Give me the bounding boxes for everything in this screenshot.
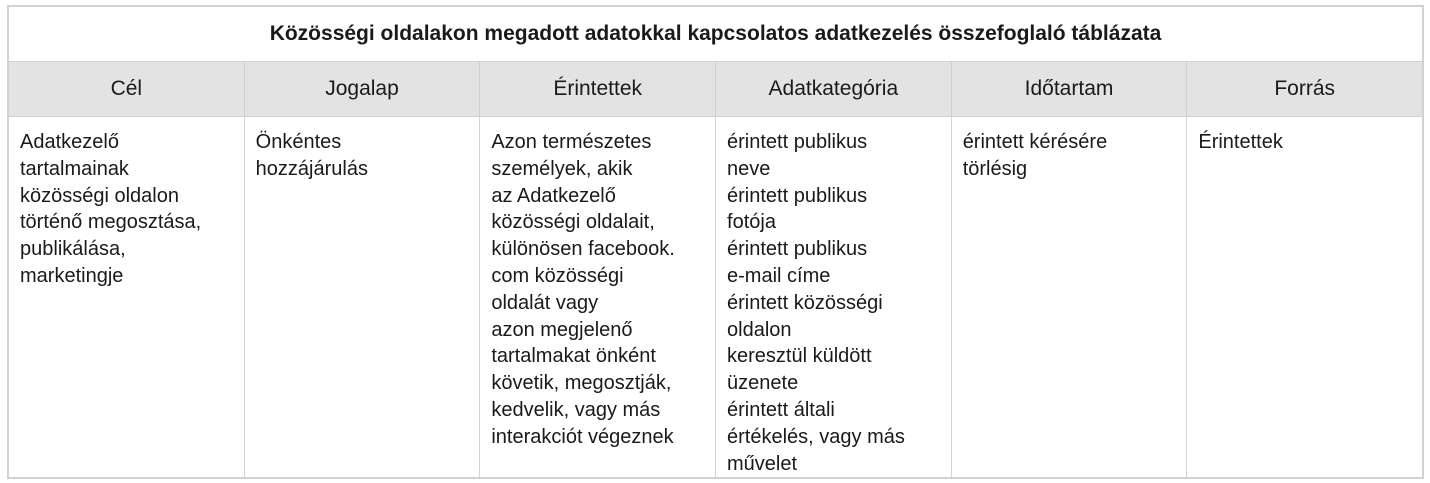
cell-line: oldalát vagy — [491, 291, 599, 314]
header-erintettek: Érintettek — [480, 62, 716, 116]
header-jogalap: Jogalap — [245, 62, 481, 116]
cell-line: érintett publikus — [727, 131, 868, 153]
cell-line: különösen facebook. — [491, 238, 675, 261]
cell-line: Érintettek — [1198, 131, 1283, 153]
cell-jogalap — [245, 117, 481, 477]
table-header-row — [9, 62, 1422, 117]
cell-line: oldalon — [727, 318, 792, 341]
cell-line: érintett általi — [727, 398, 835, 421]
cell-line: Azon természetes — [491, 131, 652, 153]
cell-line: fotója — [727, 211, 776, 234]
header-cel: Cél — [9, 62, 245, 116]
cell-line: üzenete — [727, 372, 799, 395]
cell-line: történő megosztása, — [20, 211, 202, 234]
cell-line: tartalmakat önként — [491, 345, 656, 368]
cell-adatkategoria — [716, 117, 952, 477]
cell-erintettek — [480, 117, 716, 477]
cell-line: tartalmainak — [20, 157, 129, 180]
table-title: Közösségi oldalakon megadott adatokkal kapcsolatos adatkezelés összefoglaló táblázata — [9, 7, 1422, 62]
summary-table — [7, 5, 1424, 479]
cell-line: közösségi oldalon — [20, 184, 179, 207]
cell-line: művelet — [727, 452, 798, 475]
cell-forras — [1187, 117, 1422, 477]
cell-line: com közösségi — [491, 264, 624, 287]
header-adatkategoria: Adatkategória — [716, 62, 952, 116]
cell-line: követik, megosztják, — [491, 372, 672, 395]
table-row — [9, 117, 1422, 477]
cell-line: interakciót végeznek — [491, 425, 674, 448]
cell-idotartam — [952, 117, 1188, 477]
cell-line: Adatkezelő — [20, 131, 119, 153]
cell-line: Önkéntes — [255, 131, 342, 153]
cell-line: érintett kérésére — [962, 131, 1108, 153]
cell-line: érintett közösségi — [727, 291, 883, 314]
cell-line: kedvelik, vagy más — [491, 398, 661, 421]
cell-line: törlésig — [962, 157, 1028, 180]
cell-line: értékelés, vagy más — [727, 425, 905, 448]
cell-line: keresztül küldött — [727, 345, 872, 368]
cell-line: érintett publikus — [727, 238, 868, 261]
cell-line: marketingje — [20, 264, 124, 287]
cell-line: publikálása, — [20, 238, 126, 261]
cell-line: közösségi oldalait, — [491, 211, 655, 234]
cell-cel — [9, 117, 245, 477]
cell-line: hozzájárulás — [255, 157, 368, 180]
header-idotartam: Időtartam — [952, 62, 1188, 116]
cell-line: az Adatkezelő — [491, 184, 616, 207]
cell-line: azon megjelenő — [491, 318, 633, 341]
header-forras: Forrás — [1274, 77, 1336, 100]
cell-line: érintett publikus — [727, 184, 868, 207]
cell-line: neve — [727, 157, 771, 180]
cell-line: személyek, akik — [491, 157, 633, 180]
cell-line: e-mail címe — [727, 264, 831, 287]
